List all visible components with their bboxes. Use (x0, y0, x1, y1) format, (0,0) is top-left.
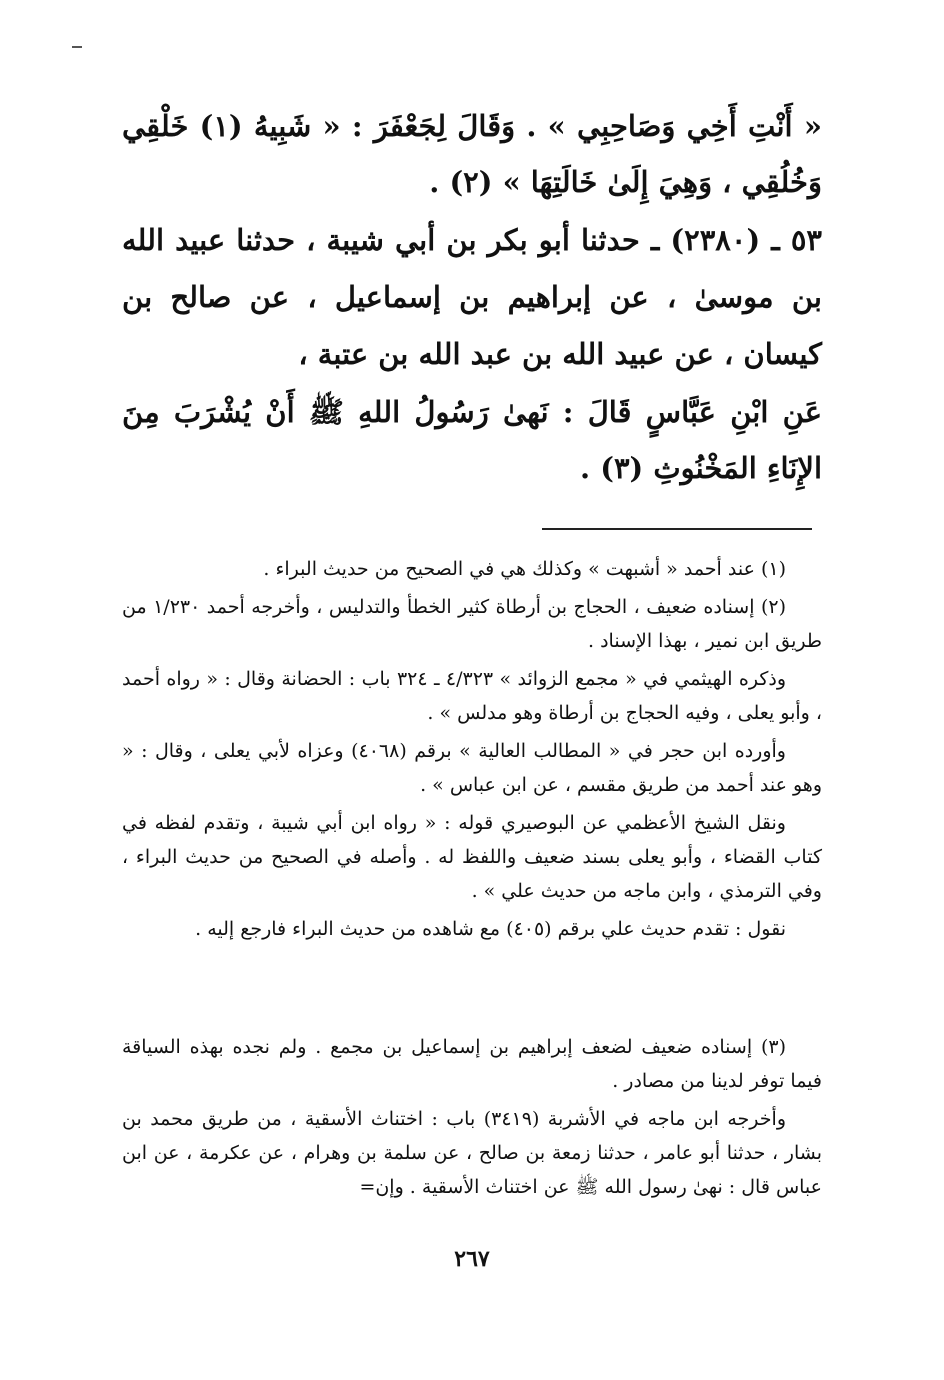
footnote-2: (٢) إسناده ضعيف ، الحجاج بن أرطاة كثير الخطأ والتدليس ، وأخرجه أحمد ١/٢٣٠ من طريق ابن نمير ، بهذا الإسناد . (122, 596, 822, 652)
hadith-ending-text: « أَنْتِ أَخِي وَصَاحِبِي » . وَقَالَ لِجَعْفَرَ : « شَبِيهُ (١) خَلْقِي وَخُلُقِي ، وَهِيَ إِلَىٰ خَالَتِهَا » (٢) . (122, 109, 822, 199)
footnote-2-continuation-b: وأورده ابن حجر في « المطالب العالية » برقم (٤٠٦٨) وعزاه لأبي يعلى ، وقال : « وهو عند أحمد من طريق مقسم ، عن ابن عباس » . (122, 740, 822, 796)
footnotes-group-1 (122, 552, 822, 950)
page-number: ٢٦٧ (454, 1246, 490, 1272)
footnote-2-continuation-a: وذكره الهيثمي في « مجمع الزوائد » ٤/٣٢٣ ـ ٣٢٤ باب : الحضانة وقال : « رواه أحمد ، وأبو يعلى ، وفيه الحجاج بن أرطاة وهو مدلس » . (122, 668, 822, 724)
hadith-matn: عَنِ ابْنِ عَبَّاسٍ قَالَ : نَهىٰ رَسُولُ اللهِ ﷺ أَنْ يُشْرَبَ مِنَ الإِنَاءِ المَخْنُوثِ (٣) . (122, 395, 822, 485)
main-text-block-3 (122, 384, 822, 496)
main-text-block-1 (122, 98, 822, 210)
footnote-separator (542, 528, 812, 530)
footnote-3: (٣) إسناده ضعيف لضعف إبراهيم بن إسماعيل بن مجمع . ولم نجده بهذه السياقة فيما توفر لدينا من مصادر . (122, 1036, 822, 1092)
footnote-2-continuation-d: نقول : تقدم حديث علي برقم (٤٠٥) مع شاهده من حديث البراء فارجع إليه . (195, 918, 786, 940)
main-text-block-2 (122, 212, 822, 383)
scan-mark (72, 46, 82, 48)
footnotes-group-2 (122, 1030, 822, 1208)
footnote-2-continuation-c: ونقل الشيخ الأعظمي عن البوصيري قوله : « رواه ابن أبي شيبة ، وتقدم لفظه في كتاب القضاء ، وأبو يعلى بسند ضعيف واللفظ له . وأصله في الصحيح من حديث البراء ، وفي الترمذي ، وابن ماجه من حديث علي » . (122, 812, 822, 902)
hadith-isnad: ٥٣ ـ (٢٣٨٠) ـ حدثنا أبو بكر بن أبي شيبة ، حدثنا عبيد الله بن موسىٰ ، عن إبراهيم بن إسماعيل ، عن صالح بن كيسان ، عن عبيد الله بن عبد الله بن عتبة ، (122, 223, 822, 371)
footnote-1: (١) عند أحمد « أشبهت » وكذلك هي في الصحيح من حديث البراء . (263, 558, 786, 580)
footnote-3-continuation: وأخرجه ابن ماجه في الأشربة (٣٤١٩) باب : اختناث الأسقية ، من طريق محمد بن بشار ، حدثنا أبو عامر ، حدثنا زمعة بن صالح ، عن سلمة بن وهرام ، عن عكرمة ، عن ابن عباس قال : نهىٰ رسول الله ﷺ عن اختناث الأسقية . وإن= (122, 1108, 822, 1198)
